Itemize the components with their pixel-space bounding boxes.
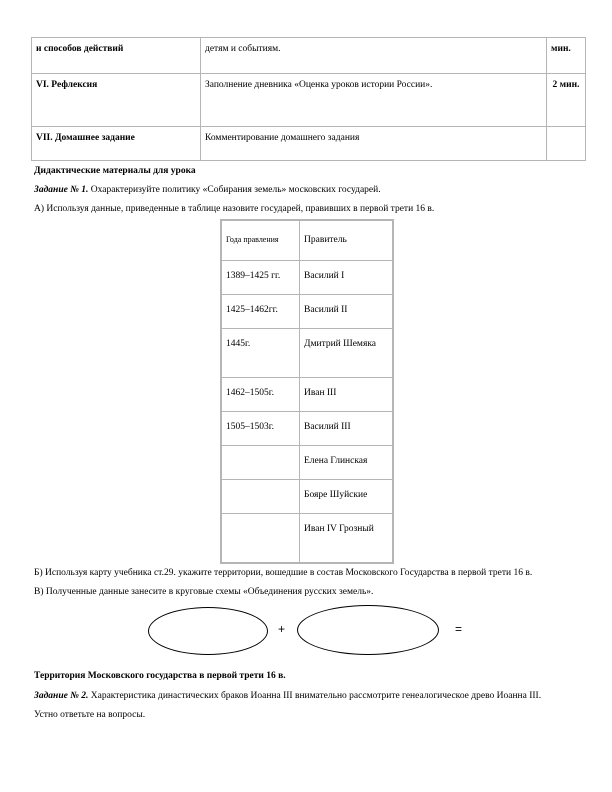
table-row xyxy=(32,127,586,161)
years-cell: 1425–1462гг. xyxy=(221,295,300,329)
years-header: Года правления xyxy=(221,220,300,261)
ruler-cell: Дмитрий Шемяка xyxy=(300,329,394,378)
ruler-header: Правитель xyxy=(300,220,394,261)
table-header-row xyxy=(221,220,393,261)
rulers-table xyxy=(220,219,394,564)
task1-v: В) Полученные данные занесите в круговые схемы «Объединения русских земель». xyxy=(34,587,374,597)
lesson-plan-table xyxy=(31,37,586,161)
table-row xyxy=(221,446,393,480)
table-row xyxy=(221,329,393,378)
ruler-cell: Василий III xyxy=(300,412,394,446)
table-row xyxy=(221,295,393,329)
years-cell: 1389–1425 гг. xyxy=(221,261,300,295)
ruler-cell: Бояре Шуйские xyxy=(300,480,394,514)
task2-text: Характеристика династических браков Иоанна III внимательно рассмотрите генеалогическое древо Иоанна III. xyxy=(88,691,542,701)
time-cell xyxy=(547,127,586,161)
years-cell: 1462–1505г. xyxy=(221,378,300,412)
task2-heading xyxy=(34,690,541,702)
table-row xyxy=(221,412,393,446)
table-row xyxy=(221,514,393,564)
ruler-cell: Иван III xyxy=(300,378,394,412)
section-title: Дидактические материалы для урока xyxy=(34,166,196,176)
table-row xyxy=(32,74,586,127)
task1-text: Охарактеризуйте политику «Собирания земель» московских государей. xyxy=(88,185,381,195)
ruler-cell: Василий I xyxy=(300,261,394,295)
table-row xyxy=(32,38,586,74)
ruler-cell: Елена Глинская xyxy=(300,446,394,480)
ruler-cell: Василий II xyxy=(300,295,394,329)
stage-cell: и способов действий xyxy=(32,38,201,74)
oval-diagram-left xyxy=(148,607,268,655)
years-cell xyxy=(221,514,300,564)
equals-sign: = xyxy=(455,622,463,636)
years-cell: 1445г. xyxy=(221,329,300,378)
task1-b: Б) Используя карту учебника ст.29. укажите территории, вошедшие в состав Московского Государства в первой трети 16 в. xyxy=(34,568,533,578)
task1-a: А) Используя данные, приведенные в таблице назовите государей, правивших в первой трети 16 в. xyxy=(34,204,435,214)
content-cell: Заполнение дневника «Оценка уроков истории России». xyxy=(201,74,547,127)
content-cell: Комментирование домашнего задания xyxy=(201,127,547,161)
stage-cell: VII. Домашнее задание xyxy=(32,127,201,161)
plus-sign: + xyxy=(278,622,286,636)
years-cell xyxy=(221,446,300,480)
task1-heading xyxy=(34,184,381,196)
task1-label: Задание № 1. xyxy=(34,185,89,195)
territory-caption: Территория Московского государства в первой трети 16 в. xyxy=(34,671,286,681)
years-cell xyxy=(221,480,300,514)
years-cell: 1505–1503г. xyxy=(221,412,300,446)
time-cell: 2 мин. xyxy=(547,74,586,127)
oval-diagram-right xyxy=(297,605,439,655)
ruler-cell: Иван IV Грозный xyxy=(300,514,394,564)
stage-cell: VI. Рефлексия xyxy=(32,74,201,127)
table-row xyxy=(221,378,393,412)
content-cell: детям и событиям. xyxy=(201,38,547,74)
time-cell: мин. xyxy=(547,38,586,74)
task2-line2: Устно ответьте на вопросы. xyxy=(34,710,146,720)
table-row xyxy=(221,261,393,295)
table-row xyxy=(221,480,393,514)
task2-label: Задание № 2. xyxy=(34,691,89,701)
